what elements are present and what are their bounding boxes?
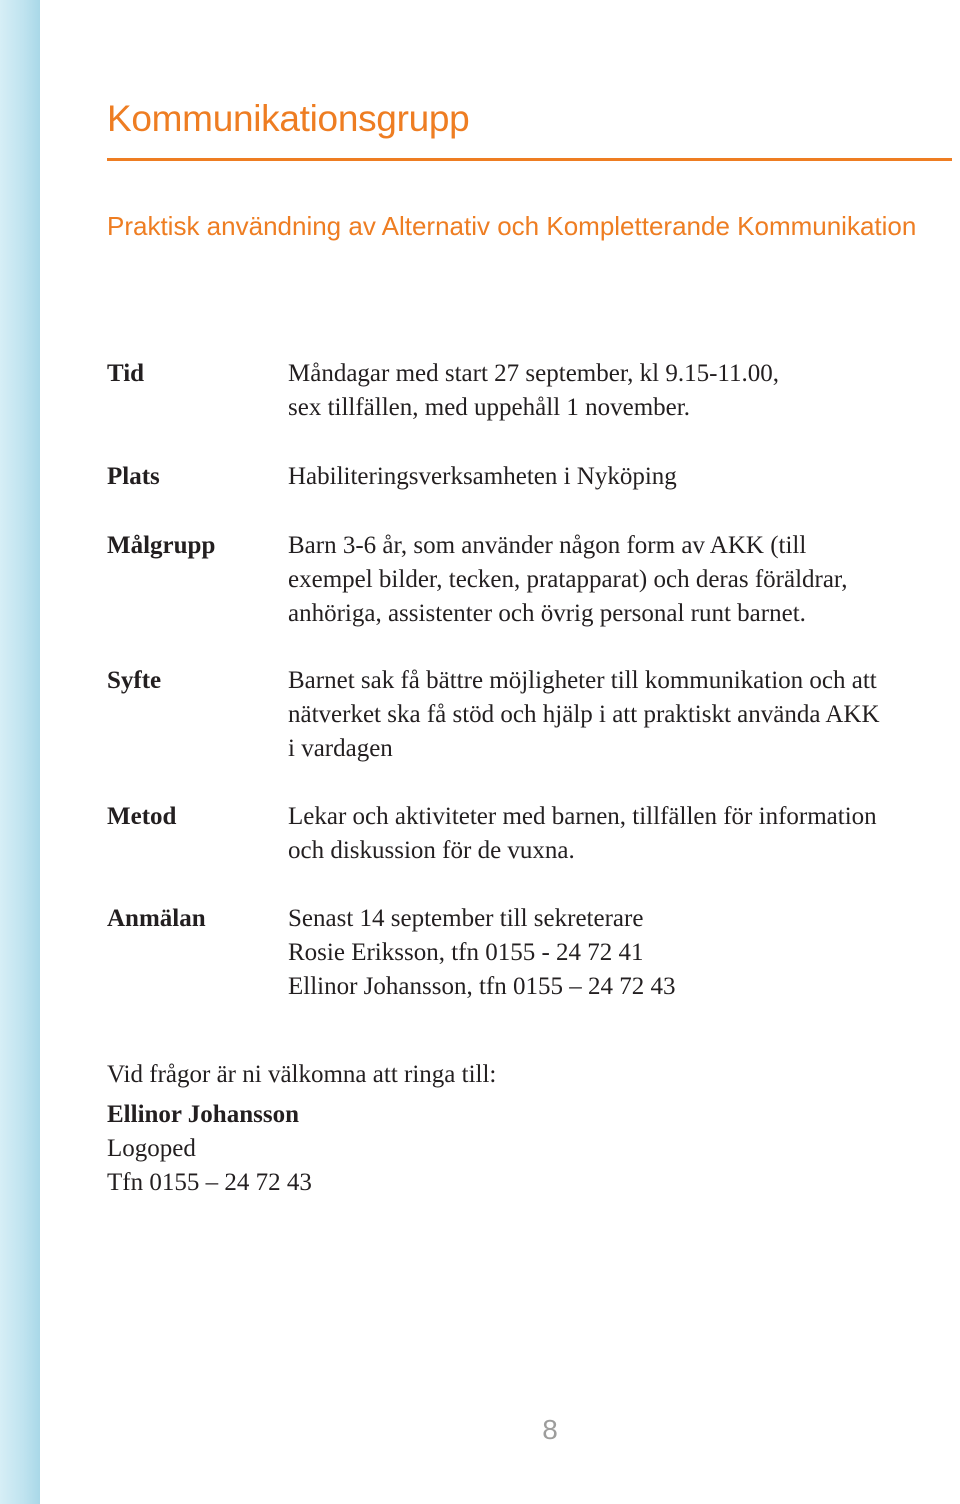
- detail-value: [288, 460, 953, 494]
- detail-value: [288, 357, 953, 425]
- detail-value: [288, 800, 953, 868]
- contact-question: Vid frågor är ni välkomna att ringa till:: [107, 1061, 497, 1088]
- detail-line: nätverket ska få stöd och hjälp i att praktiskt använda AKK: [288, 701, 880, 728]
- detail-line: Habiliteringsverksamheten i Nyköping: [288, 463, 677, 490]
- detail-line: exempel bilder, tecken, pratapparat) och deras föräldrar,: [288, 566, 848, 593]
- page-subtitle: Praktisk användning av Alternativ och Kompletterande Kommunikation: [107, 211, 917, 241]
- detail-label: Målgrupp: [107, 532, 216, 559]
- detail-value: [288, 902, 953, 1004]
- detail-line: Senast 14 september till sekreterare: [288, 905, 644, 932]
- page-title: Kommunikationsgrupp: [107, 98, 470, 139]
- detail-line: sex tillfällen, med uppehåll 1 november.: [288, 394, 690, 421]
- detail-label: Metod: [107, 803, 177, 830]
- detail-label: Syfte: [107, 667, 162, 694]
- contact-name: Ellinor Johansson: [107, 1101, 299, 1128]
- detail-line: Barn 3-6 år, som använder någon form av AKK (till: [288, 532, 807, 559]
- detail-label: Anmälan: [107, 905, 206, 932]
- detail-value: [288, 529, 953, 631]
- detail-line: Barnet sak få bättre möjligheter till kommunikation och att: [288, 667, 877, 694]
- contact-phone: Tfn 0155 – 24 72 43: [107, 1169, 312, 1196]
- decorative-side-bar: [0, 0, 40, 1504]
- page-number: 8: [542, 1414, 558, 1445]
- detail-value: [288, 664, 953, 766]
- detail-label: Tid: [107, 360, 145, 387]
- detail-line: Rosie Eriksson, tfn 0155 - 24 72 41: [288, 939, 644, 966]
- detail-line: Ellinor Johansson, tfn 0155 – 24 72 43: [288, 973, 676, 1000]
- detail-line: och diskussion för de vuxna.: [288, 837, 575, 864]
- detail-line: i vardagen: [288, 735, 393, 762]
- contact-block: [107, 1058, 952, 1200]
- detail-label: Plats: [107, 463, 160, 490]
- detail-line: Lekar och aktiviteter med barnen, tillfällen för information: [288, 803, 877, 830]
- detail-line: Måndagar med start 27 september, kl 9.15-11.00,: [288, 360, 780, 387]
- title-divider: [107, 158, 952, 161]
- contact-role: Logoped: [107, 1135, 196, 1162]
- detail-line: anhöriga, assistenter och övrig personal runt barnet.: [288, 600, 806, 627]
